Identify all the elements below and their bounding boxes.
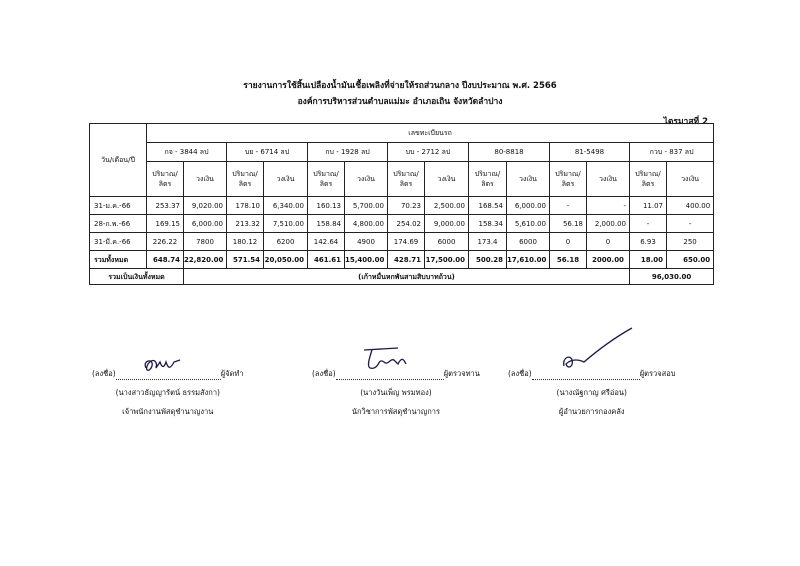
cell-amount: 5,700.00 bbox=[345, 197, 388, 215]
cell-amount: 2,500.00 bbox=[425, 197, 469, 215]
cell-amount: 9,000.00 bbox=[425, 215, 469, 233]
cell-amount: 9,020.00 bbox=[184, 197, 227, 215]
handwritten-signature-1 bbox=[140, 354, 194, 378]
row-date: 28-ก.พ.-66 bbox=[90, 215, 147, 233]
table-row bbox=[90, 197, 714, 215]
cell-amount: - bbox=[667, 215, 714, 233]
signer-role: ผู้จัดทำ bbox=[220, 369, 244, 378]
total-amount: 20,050.00 bbox=[264, 251, 308, 269]
cell-quantity: 178.10 bbox=[227, 197, 264, 215]
row-date: 31-ม.ค.-66 bbox=[90, 197, 147, 215]
total-quantity: 18.00 bbox=[630, 251, 667, 269]
signer-role: ผู้ตรวจสอบ bbox=[639, 369, 676, 378]
cell-quantity: 169.15 bbox=[147, 215, 184, 233]
vehicle-header: บย - 6714 ลป bbox=[227, 143, 308, 162]
handwritten-signature-2 bbox=[358, 342, 418, 376]
cell-quantity: - bbox=[550, 197, 587, 215]
signer-position: เจ้าพนักงานพัสดุชำนาญงาน bbox=[122, 407, 214, 416]
total-quantity: 571.54 bbox=[227, 251, 264, 269]
cell-quantity: 6.93 bbox=[630, 233, 667, 251]
cell-quantity: - bbox=[630, 215, 667, 233]
vehicle-header: กวบ - 837 ลป bbox=[630, 143, 714, 162]
report-title: รายงานการใช้สิ้นเปลืองน้ำมันเชื้อเพลิงที่จ่ายให้รถส่วนกลาง ปีงบประมาณ พ.ศ. 2566 bbox=[243, 81, 557, 91]
signer-name: (นางวันเพ็ญ พรมทอง) bbox=[360, 388, 432, 397]
cell-amount: 0 bbox=[587, 233, 630, 251]
cell-quantity: 254.02 bbox=[388, 215, 425, 233]
amount-subheader: วงเงิน bbox=[345, 162, 388, 197]
cell-quantity: 142.64 bbox=[308, 233, 345, 251]
cell-amount: 2,000.00 bbox=[587, 215, 630, 233]
quantity-subheader: ปริมาณ/ ลิตร bbox=[550, 162, 587, 197]
quantity-subheader: ปริมาณ/ ลิตร bbox=[227, 162, 264, 197]
vehicle-header: 80-8818 bbox=[469, 143, 550, 162]
vehicle-header: กจ - 3844 ลป bbox=[147, 143, 227, 162]
signer-role: ผู้ตรวจทาน bbox=[443, 369, 480, 378]
cell-amount: 250 bbox=[667, 233, 714, 251]
total-quantity: 428.71 bbox=[388, 251, 425, 269]
total-amount: 650.00 bbox=[667, 251, 714, 269]
cell-amount: 7800 bbox=[184, 233, 227, 251]
cell-quantity: 253.37 bbox=[147, 197, 184, 215]
amount-subheader: วงเงิน bbox=[667, 162, 714, 197]
quantity-subheader: ปริมาณ/ ลิตร bbox=[630, 162, 667, 197]
total-amount: 2000.00 bbox=[587, 251, 630, 269]
grand-total-row bbox=[90, 269, 714, 285]
sign-prefix: (ลงชื่อ) bbox=[92, 369, 116, 378]
table-row bbox=[90, 233, 714, 251]
cell-amount: 7,510.00 bbox=[264, 215, 308, 233]
row-date: 31-มี.ค.-66 bbox=[90, 233, 147, 251]
cell-quantity: 213.32 bbox=[227, 215, 264, 233]
quarter-label: ไตรมาสที่ 2 bbox=[663, 117, 708, 127]
total-quantity: 500.28 bbox=[469, 251, 507, 269]
table-row bbox=[90, 215, 714, 233]
total-quantity: 648.74 bbox=[147, 251, 184, 269]
report-subtitle: องค์การบริหารส่วนตำบลแม่มะ อำเภอเถิน จังหวัดลำปาง bbox=[297, 97, 503, 107]
handwritten-signature-3 bbox=[558, 324, 638, 376]
amount-subheader: วงเงิน bbox=[587, 162, 630, 197]
cell-quantity: 174.69 bbox=[388, 233, 425, 251]
quantity-subheader: ปริมาณ/ ลิตร bbox=[469, 162, 507, 197]
cell-amount: 4,800.00 bbox=[345, 215, 388, 233]
cell-amount: 400.00 bbox=[667, 197, 714, 215]
cell-quantity: 160.13 bbox=[308, 197, 345, 215]
signer-position: นักวิชาการพัสดุชำนาญการ bbox=[351, 407, 441, 416]
signer-name: (นางณัฐกาญ ศรีอ่อน) bbox=[556, 388, 627, 397]
signature-block bbox=[508, 368, 675, 418]
sign-prefix: (ลงชื่อ) bbox=[508, 369, 532, 378]
cell-quantity: 11.07 bbox=[630, 197, 667, 215]
vehicle-header: บบ - 2712 ลป bbox=[388, 143, 469, 162]
amount-subheader: วงเงิน bbox=[507, 162, 550, 197]
vehicle-header: กบ - 1928 ลป bbox=[308, 143, 388, 162]
cell-amount: 6000 bbox=[425, 233, 469, 251]
cell-quantity: 173.4 bbox=[469, 233, 507, 251]
date-column-header: วัน/เดือน/ปี bbox=[90, 124, 147, 197]
signer-name: (นางสาวธัญญารัตน์ ธรรมสังกา) bbox=[115, 388, 220, 397]
cell-amount: 6,000.00 bbox=[184, 215, 227, 233]
grand-total-amount: 96,030.00 bbox=[630, 269, 714, 285]
total-amount: 17,500.00 bbox=[425, 251, 469, 269]
cell-quantity: 0 bbox=[550, 233, 587, 251]
grand-total-label: รวมเป็นเงินทั้งหมด bbox=[90, 269, 184, 285]
total-amount: 22,820.00 bbox=[184, 251, 227, 269]
grand-total-words: (เก้าหมื่นหกพันสามสิบบาทถ้วน) bbox=[184, 269, 630, 285]
total-amount: 17,610.00 bbox=[507, 251, 550, 269]
cell-amount: 6,340.00 bbox=[264, 197, 308, 215]
cell-quantity: 180.12 bbox=[227, 233, 264, 251]
fuel-usage-table bbox=[89, 123, 714, 285]
cell-quantity: 168.54 bbox=[469, 197, 507, 215]
amount-subheader: วงเงิน bbox=[264, 162, 308, 197]
signer-position: ผู้อำนวยการกองคลัง bbox=[558, 407, 625, 416]
quantity-subheader: ปริมาณ/ ลิตร bbox=[147, 162, 184, 197]
total-label: รวมทั้งหมด bbox=[90, 251, 147, 269]
sign-prefix: (ลงชื่อ) bbox=[312, 369, 336, 378]
cell-amount: 4900 bbox=[345, 233, 388, 251]
vehicle-header: 81-5498 bbox=[550, 143, 630, 162]
total-quantity: 461.61 bbox=[308, 251, 345, 269]
quantity-subheader: ปริมาณ/ ลิตร bbox=[388, 162, 425, 197]
cell-quantity: 70.23 bbox=[388, 197, 425, 215]
total-amount: 15,400.00 bbox=[345, 251, 388, 269]
cell-quantity: 158.34 bbox=[469, 215, 507, 233]
cell-amount: 6200 bbox=[264, 233, 308, 251]
cell-amount: - bbox=[587, 197, 630, 215]
plate-group-header: เลขทะเบียนรถ bbox=[147, 124, 714, 143]
cell-amount: 6,000.00 bbox=[507, 197, 550, 215]
total-row bbox=[90, 251, 714, 269]
cell-quantity: 158.84 bbox=[308, 215, 345, 233]
cell-amount: 5,610.00 bbox=[507, 215, 550, 233]
amount-subheader: วงเงิน bbox=[425, 162, 469, 197]
signature-block bbox=[92, 368, 244, 418]
signature-block bbox=[312, 368, 480, 418]
amount-subheader: วงเงิน bbox=[184, 162, 227, 197]
quantity-subheader: ปริมาณ/ ลิตร bbox=[308, 162, 345, 197]
cell-quantity: 56.18 bbox=[550, 215, 587, 233]
total-quantity: 56.18 bbox=[550, 251, 587, 269]
cell-quantity: 226.22 bbox=[147, 233, 184, 251]
cell-amount: 6000 bbox=[507, 233, 550, 251]
